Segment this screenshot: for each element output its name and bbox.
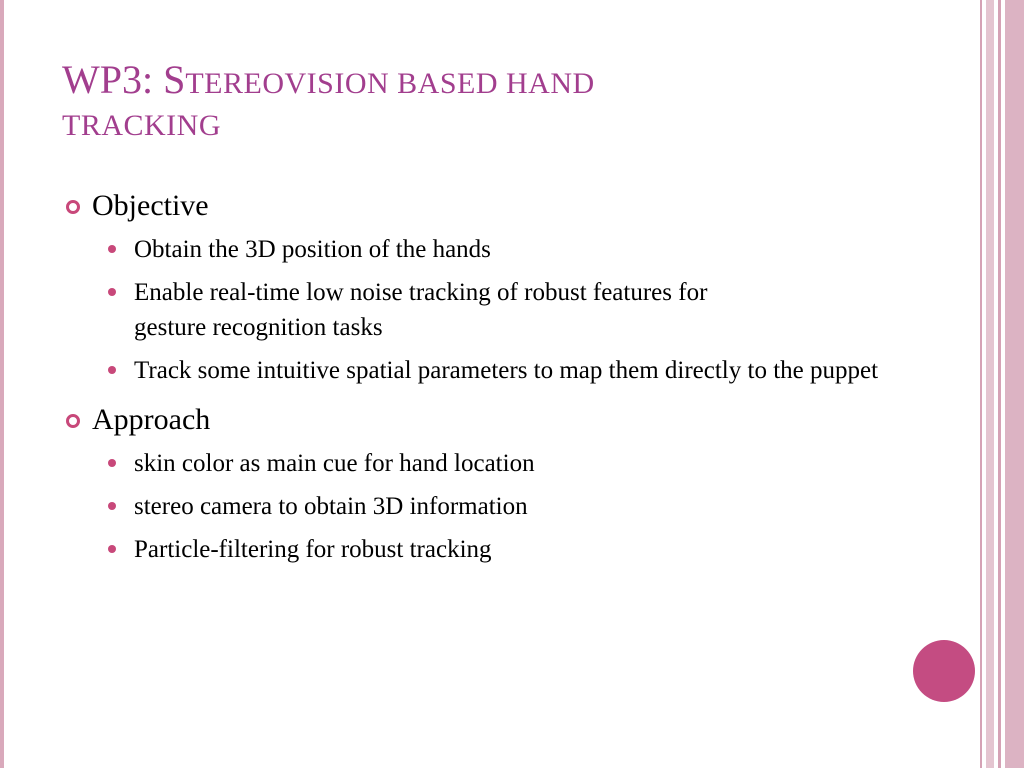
title-part1: WP3: S <box>62 57 186 102</box>
dot-bullet-icon <box>108 459 116 467</box>
dot-bullet-icon <box>108 502 116 510</box>
section-heading <box>64 398 904 442</box>
dot-bullet-icon <box>108 245 116 253</box>
list-item <box>64 446 904 481</box>
list-item <box>64 353 904 388</box>
stripe-1 <box>980 0 982 768</box>
list-item-text: Enable real-time low noise tracking of robust features for gesture recognition tasks <box>134 279 708 341</box>
ring-bullet-icon <box>66 200 80 214</box>
section-heading <box>64 184 904 228</box>
list-item <box>64 532 904 567</box>
list-item <box>64 232 904 267</box>
section-objective <box>64 184 904 388</box>
section-approach <box>64 398 904 567</box>
list-item-text: stereo camera to obtain 3D information <box>134 493 528 520</box>
list-item-text: Track some intuitive spatial parameters to map them directly to the puppet <box>134 357 879 384</box>
list-item <box>64 275 904 345</box>
title-line2: TRACKING <box>62 108 221 142</box>
title-part2: TEREOVISION BASED HAND <box>185 67 595 100</box>
right-decorative-stripes <box>976 0 1024 768</box>
list-item-text: Particle-filtering for robust tracking <box>134 536 492 563</box>
slide-content <box>64 184 904 575</box>
left-border <box>0 0 4 768</box>
list-item <box>64 489 904 524</box>
dot-bullet-icon <box>108 545 116 553</box>
stripe-2 <box>986 0 994 768</box>
section-heading-text: Approach <box>92 403 211 436</box>
ring-bullet-icon <box>66 414 80 428</box>
section-heading-text: Objective <box>92 189 209 222</box>
slide-title <box>62 56 922 144</box>
list-item-text: skin color as main cue for hand location <box>134 450 535 477</box>
dot-bullet-icon <box>108 288 116 296</box>
decorative-circle <box>913 640 975 702</box>
sub-list <box>64 446 904 567</box>
list-item-text: Obtain the 3D position of the hands <box>134 236 491 263</box>
sub-list <box>64 232 904 388</box>
stripe-3 <box>998 0 1001 768</box>
stripe-4 <box>1005 0 1024 768</box>
dot-bullet-icon <box>108 366 116 374</box>
